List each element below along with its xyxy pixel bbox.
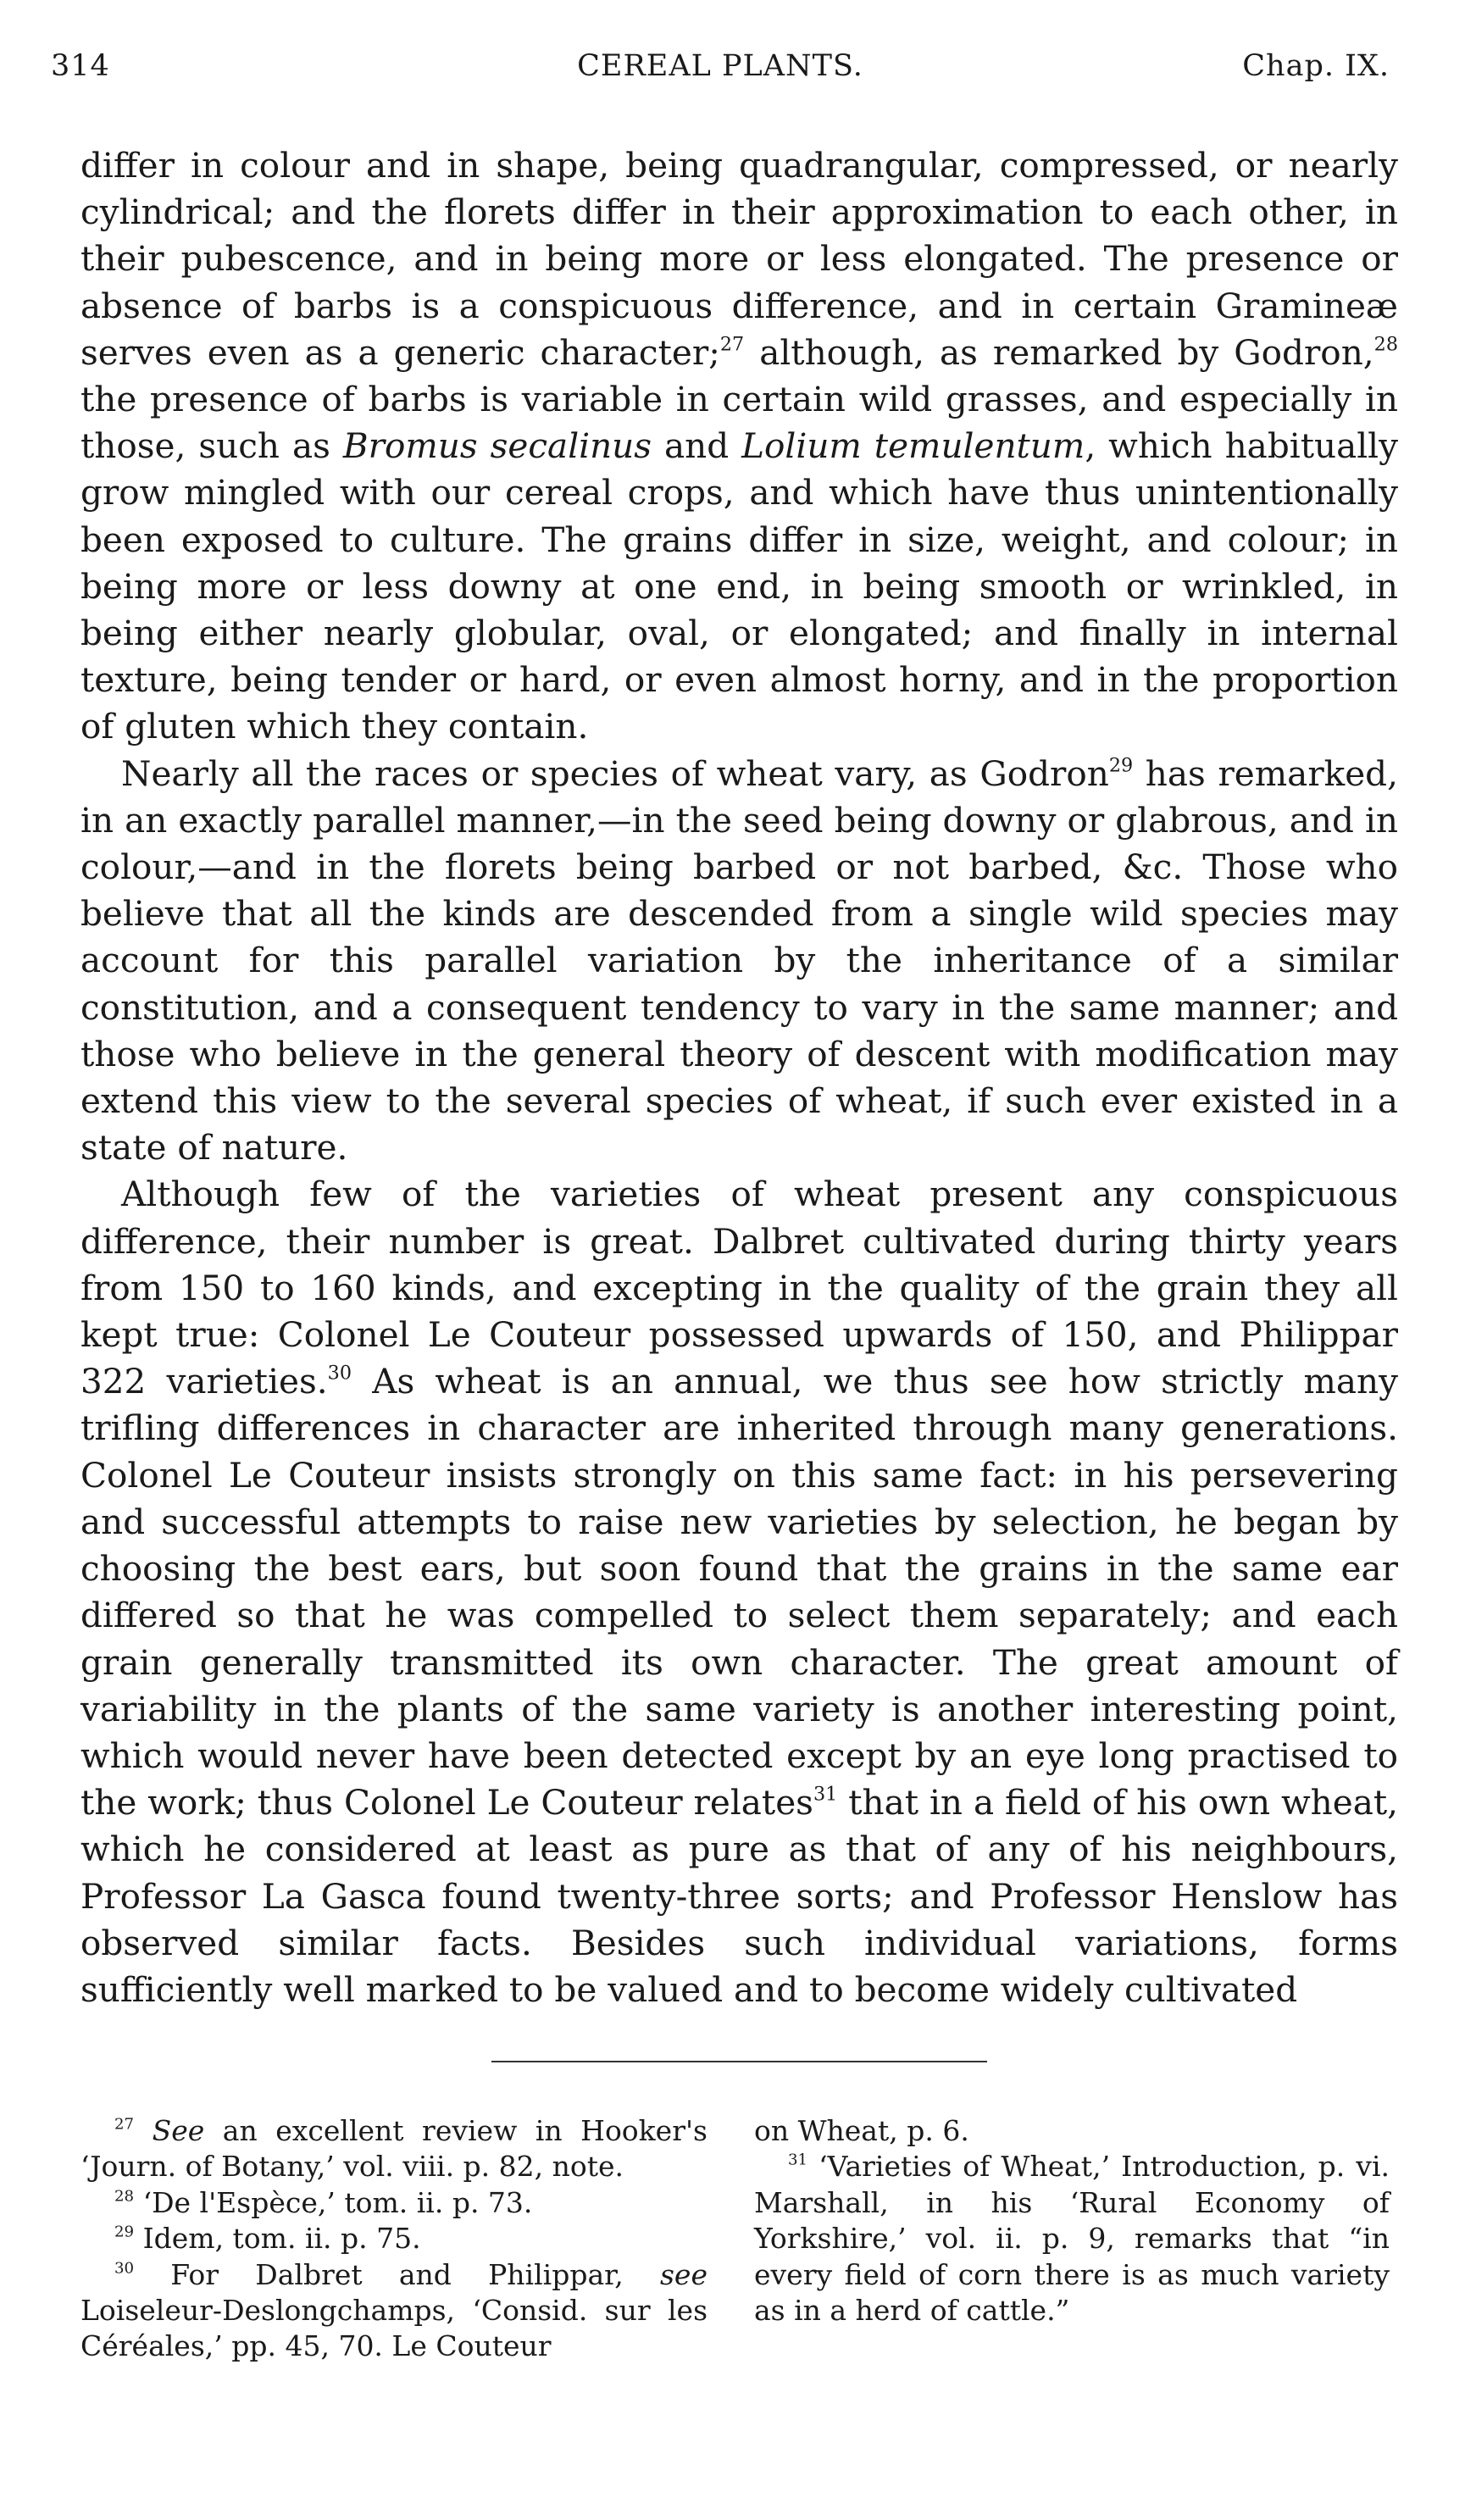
footnote-text: ‘De l'Espèce,’ tom. ii. p. 73.	[134, 2185, 533, 2219]
running-title: CEREAL PLANTS.	[577, 49, 863, 83]
italic-see: See	[152, 2114, 205, 2147]
species-name: Lolium temulentum	[741, 425, 1085, 467]
footnote-number: 31	[788, 2151, 808, 2169]
paragraph-3	[80, 1171, 1398, 2013]
footnote-text: ‘Varieties of Wheat,’ Introduction, p. vi. Marshall, in his ‘Rural Economy of Yorkshire,’ vol. ii. p. 9, remarks that “in every field of corn there is as much variety as in a herd of cattle.”	[754, 2150, 1390, 2328]
page-number: 314	[51, 49, 110, 83]
footnote-ref-27[interactable]: 27	[719, 333, 745, 356]
footnote-30	[80, 2257, 708, 2365]
text-run: that in a field of his own wheat, which he considered at least as pure as that of any of his neighbours, Professor La Gasca found twenty-three sorts; and Professor Henslow has observed similar facts. Besides such individual variations, forms sufficiently well marked to be valued and to become widely cultivated	[80, 1782, 1398, 2010]
footnote-ref-30[interactable]: 30	[327, 1362, 352, 1385]
paragraph-2	[80, 751, 1398, 1172]
text-run: although, as remarked by Godron,	[744, 331, 1374, 373]
text-run: has remarked, in an exactly parallel manner,—in the seed being downy or glabrous, and in colour,—and in the florets being barbed or not barbed, &c. Those who believe that all the kinds are descended from a single wild species may account for this parallel variation by the inheritance of a similar constitution, and a consequent tendency to vary in the same manner; and those who believe in the general theory of descent with modification may extend this view to the several species of wheat, if such ever existed in a state of nature.	[80, 752, 1398, 1168]
footnote-text: For Dalbret and Philippar,	[134, 2257, 660, 2291]
footnote-ref-29[interactable]: 29	[1108, 753, 1134, 776]
footnotes-right-column	[754, 2113, 1390, 2329]
footnote-ref-28[interactable]: 28	[1373, 333, 1398, 356]
text-run: the presence of barbs is variable in certain wild grasses, and especially in those, such as	[80, 379, 1398, 467]
footnote-27	[80, 2113, 708, 2185]
species-name: Bromus secalinus	[342, 425, 652, 467]
main-text	[80, 142, 1398, 2013]
footnote-31	[754, 2149, 1390, 2329]
footnote-number: 28	[114, 2187, 135, 2206]
footnote-29	[80, 2221, 708, 2256]
paragraph-1	[80, 142, 1398, 751]
text-run: As wheat is an annual, we thus see how strictly many trifling differences in character are inherited through many generations. Colonel Le Couteur insists strongly on this same fact: in his persevering and successful attempts to raise new varieties by selection, he began by choosing the best ears, but soon found that the grains in the same ear differed so that he was compelled to select them separately; and each grain generally transmitted its own character. The great amount of variability in the plants of the same variety is another interesting point, which would never have been detected except by an eye long practised to the work; thus Colonel Le Couteur relates	[80, 1361, 1398, 1823]
footnote-number: 30	[114, 2259, 135, 2278]
footnote-divider	[491, 2061, 987, 2062]
footnotes-left-column	[80, 2113, 708, 2365]
chapter-label: Chap. IX.	[1242, 49, 1390, 83]
text-run: and	[652, 425, 742, 467]
text-run: Nearly all the races or species of wheat vary, as Godron	[121, 752, 1109, 794]
text-run: Although few of the varieties of wheat present any conspicuous difference, their number is great. Dalbret cultivated during thirty years from 150 to 160 kinds, and excepting in the quality of the grain they all kept true: Colonel Le Couteur possessed upwards of 150, and Philippar 322 varieties.	[80, 1174, 1398, 1402]
italic-see: see	[660, 2257, 708, 2291]
footnote-text: an excellent review in Hooker's ‘Journ. of Botany,’ vol. viii. p. 82, note.	[80, 2114, 708, 2184]
text-run: , which habitually grow mingled with our cereal crops, and which have thus unintentionally been exposed to culture. The grains differ in size, weight, and colour; in being more or less downy at one end, in being smooth or wrinkled, in being either nearly globular, oval, or elongated; and finally in internal texture, being tender or hard, or even almost horny, and in the proportion of gluten which they contain.	[80, 425, 1398, 747]
running-header	[51, 49, 1390, 100]
footnote-text: Loiseleur-Deslongchamps, ‘Consid. sur les Céréales,’ pp. 45, 70. Le Couteur	[80, 2294, 708, 2363]
text-run: differ in colour and in shape, being quadrangular, compressed, or nearly cylindrical; and the florets differ in their approximation to each other, in their pubescence, and in being more or less elongated. The presence or absence of barbs is a conspicuous difference, and in certain Gramineæ serves even as a generic character;	[80, 145, 1398, 373]
footnote-text: Idem, tom. ii. p. 75.	[134, 2222, 421, 2256]
footnote-number: 29	[114, 2223, 135, 2241]
footnote-30-continuation: on Wheat, p. 6.	[754, 2114, 969, 2147]
footnote-28	[80, 2185, 708, 2221]
footnote-number: 27	[114, 2115, 135, 2134]
footnote-ref-31[interactable]: 31	[813, 1783, 838, 1806]
